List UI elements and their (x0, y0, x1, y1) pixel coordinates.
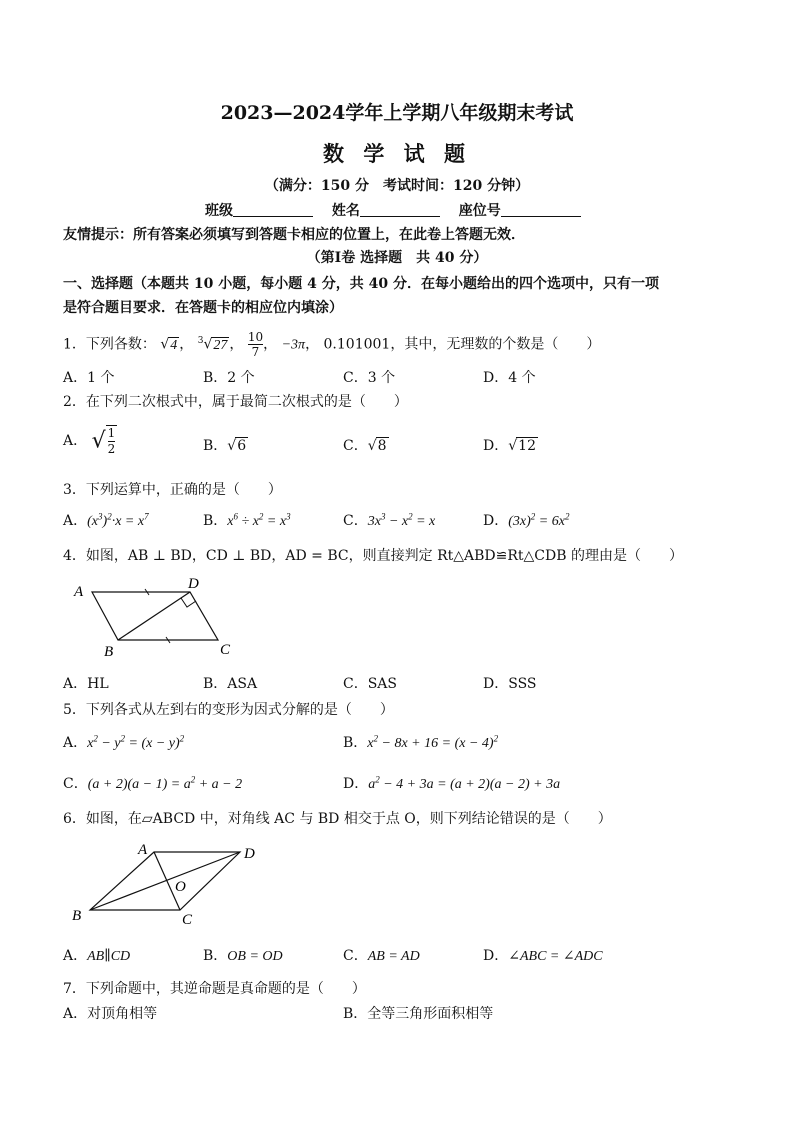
q4-figure (70, 572, 240, 662)
q2-option-a[interactable]: A． √ $\frac{1}{2}$ (63, 426, 116, 456)
q1-stem: 1．下列各数： √4 ， $^3$√27 ， $\frac{10}{7}$ ， −3π， 0.101001，其中，无理数的个数是（ ） (63, 330, 601, 359)
q1-option-d[interactable]: D．4 个 (483, 370, 536, 386)
q7-option-b[interactable]: B．全等三角形面积相等 (343, 1006, 494, 1022)
q6-stem: 6．如图，在▱ABCD 中，对角线 AC 与 BD 相交于点 O，则下列结论错误的是（ ） (63, 811, 612, 827)
seat-label: 座位号 (458, 203, 501, 219)
q2-option-b[interactable]: B．√6 (203, 438, 247, 454)
subject-title: 数 学 试 题 (323, 141, 471, 166)
q3-option-b[interactable]: B．$x^6 \div x^2 = x^3$ (203, 511, 291, 529)
section-instructions-2: 是符合题目要求．在答题卡的相应位内填涂） (63, 300, 343, 316)
q1-option-b[interactable]: B．2 个 (203, 370, 255, 386)
q6-figure (68, 838, 268, 930)
q3-stem: 3．下列运算中，正确的是（ ） (63, 482, 282, 498)
q6-label-d: D (244, 846, 255, 862)
q6-label-c: C (182, 912, 193, 928)
seat-blank (501, 202, 581, 217)
q6-diagonal-bd (90, 852, 240, 910)
q5-stem: 5．下列各式从左到右的变形为因式分解的是（ ） (63, 702, 394, 718)
q4-stem: 4．如图，AB ⊥ BD，CD ⊥ BD，AD = BC，则直接判定 Rt△ABD≌Rt△CDB 的理由是（ ） (63, 548, 683, 564)
q6-option-a[interactable]: A．AB∥CD (63, 948, 131, 964)
q5-option-b[interactable]: B．$x^2 - 8x + 16 = (x - 4)^2$ (343, 733, 499, 751)
q6-option-d[interactable]: D．∠ABC = ∠ADC (483, 948, 603, 964)
q6-label-o: O (175, 879, 186, 895)
q7-stem: 7．下列命题中，其逆命题是真命题的是（ ） (63, 981, 366, 997)
q5-option-a[interactable]: A．$x^2 - y^2 = (x - y)^2$ (63, 733, 185, 751)
class-blank (233, 202, 313, 217)
q7-option-a[interactable]: A．对顶角相等 (63, 1006, 158, 1022)
q4-label-d: D (188, 576, 199, 592)
q3-option-a[interactable]: A．$(x^3)^2\cdot x = x^7$ (63, 511, 149, 529)
q2-option-c[interactable]: C．√8 (343, 438, 387, 454)
q2-option-d[interactable]: D．√12 (483, 438, 536, 454)
q4-option-d[interactable]: D．SSS (483, 676, 537, 692)
exam-title: 2023—2024学年上学期八年级期末考试 (220, 102, 574, 124)
name-blank (360, 202, 440, 217)
q6-label-b: B (72, 908, 82, 924)
notice: 友情提示：所有答案必须填写到答题卡相应的位置上，在此卷上答题无效． (63, 227, 525, 243)
q6-option-c[interactable]: C．AB = AD (343, 948, 420, 964)
class-label: 班级 (205, 203, 233, 219)
section-instructions-1: 一、选择题（本题共 10 小题，每小题 4 分，共 40 分．在每小题给出的四个选项中，只有一项 (63, 276, 659, 292)
student-info-row (205, 200, 581, 220)
q6-option-b[interactable]: B．OB = OD (203, 948, 283, 964)
q1-option-a[interactable]: A．1 个 (63, 370, 115, 386)
q6-label-a: A (138, 842, 148, 858)
q4-diagonal-bd (118, 592, 190, 640)
part-title: （第Ⅰ卷 选择题 共 40 分） (306, 250, 488, 266)
q4-option-b[interactable]: B．ASA (203, 676, 258, 692)
q3-option-c[interactable]: C．$3x^3 - x^2 = x$ (343, 511, 436, 529)
q4-label-b: B (104, 644, 114, 660)
q4-option-c[interactable]: C．SAS (343, 676, 398, 692)
q4-label-a: A (74, 584, 84, 600)
q5-option-d[interactable]: D．$a^2 - 4 + 3a = (a + 2)(a - 2) + 3a$ (343, 774, 561, 792)
q4-label-c: C (220, 642, 231, 658)
q1-option-c[interactable]: C．3 个 (343, 370, 396, 386)
name-label: 姓名 (331, 203, 360, 219)
q2-stem: 2．在下列二次根式中，属于最简二次根式的是（ ） (63, 394, 408, 410)
q3-option-d[interactable]: D．$(3x)^2 = 6x^2$ (483, 511, 570, 529)
exam-meta: （满分：150 分 考试时间：120 分钟） (264, 178, 530, 194)
q5-option-c[interactable]: C．$(a + 2)(a - 1) = a^2 + a - 2$ (63, 774, 243, 792)
q4-option-a[interactable]: A．HL (63, 676, 109, 692)
